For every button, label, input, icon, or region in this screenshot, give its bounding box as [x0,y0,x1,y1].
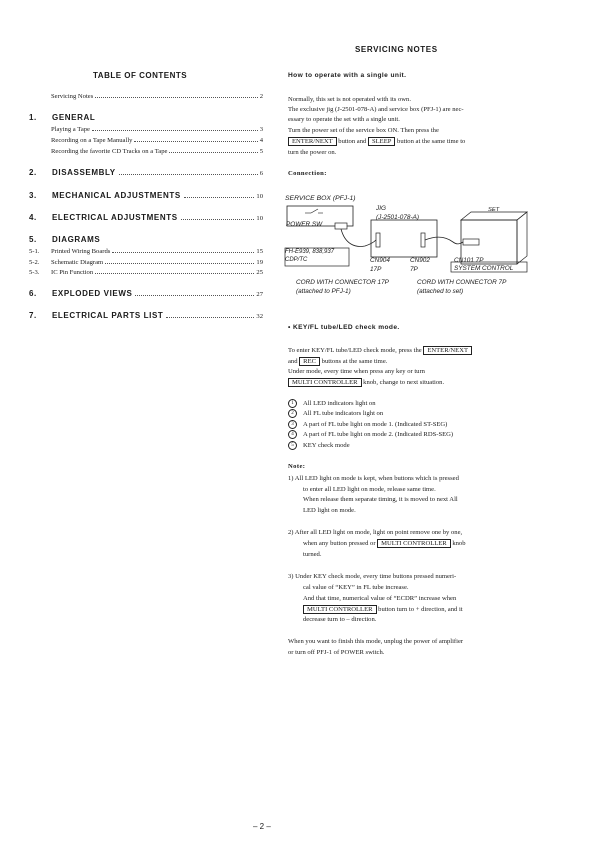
system-control-label: SYSTEM CONTROL [454,265,514,272]
toc-page-number: 6 [259,170,263,177]
leader-dots [166,317,254,318]
check-step [288,420,447,430]
toc-entry-label: Recording the favorite CD Tracks on a Tape [51,148,168,155]
step-text: A part of FL tube light on mode 2. (Indicated RDS-SEG) [303,431,454,439]
toc-section-general[interactable] [29,113,95,122]
leader-dots [92,130,258,131]
step-number: 4 [288,430,297,439]
section-number: 1. [29,113,37,122]
entry-number: 5-1. [29,248,40,255]
toc-page-number: 2 [259,93,263,100]
cord-17p-label: CORD WITH CONNECTOR 17P [296,279,389,286]
paragraph-line: turn the power on. [288,149,337,156]
step-text: A part of FL tube light on mode 1. (Indicated ST-SEG) [303,421,448,429]
toc-page-number: 4 [259,137,263,144]
leader-dots [134,141,257,142]
multi-controller-key: MULTI CONTROLLER [377,539,451,548]
note-line: LED light on mode. [303,507,356,514]
jig-label: JIG [376,205,386,212]
paragraph-line: When you want to finish this mode, unplug the power of amplifier [288,638,464,645]
paragraph-line [288,378,444,388]
check-step [288,430,453,440]
section-title: DISASSEMBLY [52,168,116,177]
section-title: GENERAL [52,113,96,122]
toc-page-number: 10 [256,193,263,200]
toc-entry-label: Servicing Notes [51,93,94,100]
toc-entry[interactable] [29,269,263,276]
rec-key: REC [299,357,320,366]
entry-number: 5-2. [29,259,40,266]
service-box-connector [335,223,347,229]
cn101-connector [463,239,479,245]
step-number: 3 [288,420,297,429]
check-step [288,441,350,451]
step-text: All FL tube indicators light on [303,410,384,418]
note-line: When release them separate timing, it is moved to next All [303,496,458,503]
text-run: button and [336,138,368,145]
paragraph-line: essary to operate the set with a single unit. [288,116,400,123]
step-number: 5 [288,441,297,450]
toc-page-number: 15 [256,248,263,255]
enter-next-key: ENTER/NEXT [423,346,472,355]
leader-dots [181,219,255,220]
paragraph-line [288,346,472,356]
paragraph-line [288,137,465,147]
single-unit-heading: How to operate with a single unit. [288,72,407,79]
text-run: buttons at the same time. [320,358,388,365]
cn904-label: CN904 [370,257,390,264]
toc-page-number: 10 [256,215,263,222]
cn904-connector [376,233,380,247]
power-switch-symbol [311,209,318,213]
sleep-key: SLEEP [368,137,395,146]
toc-entry-label: Recording on a Tape Manually [51,137,133,144]
cord-7p-note: (attached to set) [417,288,464,295]
leader-dots [95,273,254,274]
paragraph-line: Turn the power set of the service box ON. Then press the [288,127,439,134]
toc-entry-label: Schematic Diagram [51,259,104,266]
text-run: button turn to + direction, and it [376,606,463,613]
toc-section-disassembly[interactable] [29,168,263,177]
step-number: 1 [288,399,297,408]
enter-next-key: ENTER/NEXT [288,137,337,146]
section-number: 7. [29,311,37,320]
text-run: knob, change to next situation. [361,379,445,386]
text-run: and [288,358,300,365]
toc-entry[interactable] [51,148,263,155]
leader-dots [184,197,255,198]
leader-dots [119,174,258,175]
toc-page-number: 25 [256,269,263,276]
toc-entry[interactable] [29,248,263,255]
toc-entry[interactable] [29,259,263,266]
page-title: SERVICING NOTES [355,45,438,54]
section-title: DIAGRAMS [52,235,101,244]
check-step [288,399,376,409]
cn902-connector [421,233,425,247]
page-number: – 2 – [253,822,271,831]
cord-7p-label: CORD WITH CONNECTOR 7P [417,279,507,286]
set-label: SET [488,207,500,213]
toc-section-exploded-views[interactable] [29,289,263,298]
step-text: All LED indicators light on [303,400,376,408]
model-label: CDP/TC [285,257,308,263]
text-run: knob [450,540,466,547]
paragraph-line [288,357,387,367]
paragraph-line: or turn off PFJ-1 of POWER switch. [288,649,385,656]
step-text: KEY check mode [303,442,350,450]
note-line [303,605,463,615]
paragraph-line: The exclusive jig (J-2501-078-A) and service box (PFJ-1) are nec- [288,106,464,113]
note-line: 2) After all LED light on mode, light on point remove one by one, [288,529,463,536]
connection-heading: Connection: [288,170,327,177]
note-line: to enter all LED light on mode, release same time. [303,486,436,493]
check-step [288,409,383,419]
section-title: EXPLODED VIEWS [52,289,133,298]
toc-section-parts-list[interactable] [29,311,263,320]
jig-outline [371,220,437,257]
note-line [303,539,466,549]
section-title: ELECTRICAL PARTS LIST [52,311,164,320]
toc-entry-label: IC Pin Function [51,269,94,276]
leader-dots [135,295,254,296]
text-run: button at the same time to [395,138,466,145]
leader-dots [169,152,257,153]
text-run: To enter KEY/FL tube/LED check mode, press the [288,347,424,354]
toc-heading: TABLE OF CONTENTS [93,71,188,80]
model-label: FH-E939, 838,937 [285,249,335,255]
section-title: MECHANICAL ADJUSTMENTS [52,191,181,200]
toc-page-number: 32 [256,313,263,320]
section-title: ELECTRICAL ADJUSTMENTS [52,213,178,222]
toc-section-diagrams[interactable] [29,235,100,244]
text-run: when any button pressed or [303,540,378,547]
toc-entry-label: Playing a Tape [51,126,90,133]
section-number: 5. [29,235,37,244]
paragraph-line: Normally, this set is not operated with its own. [288,96,412,103]
section-number: 2. [29,168,37,177]
leader-dots [95,97,257,98]
cn904-pins: 17P [370,266,382,273]
toc-section-electrical[interactable] [29,213,263,222]
note-line: decrease turn to – direction. [303,616,377,623]
note-line: 3) Under KEY check mode, every time buttons pressed numeri- [288,573,457,580]
cord-17p-note: (attached to PFJ-1) [296,288,351,295]
toc-entry[interactable] [51,126,263,133]
toc-section-mechanical[interactable] [29,191,263,200]
toc-entry[interactable] [51,137,263,144]
note-line: cal value of “KEY” in FL tube increase. [303,584,409,591]
toc-page-number: 27 [256,291,263,298]
section-number: 3. [29,191,37,200]
note-line: 1) All LED light on mode is kept, when buttons which is pressed [288,475,459,482]
note-heading: Note: [288,463,306,470]
section-number: 4. [29,213,37,222]
power-switch-label: POWER SW [286,221,323,228]
section-number: 6. [29,289,37,298]
toc-page-number: 3 [259,126,263,133]
service-box-label: SERVICE BOX (PFJ-1) [285,195,356,202]
note-line: And that time, numerical value of “ECDR” increase when [303,595,457,602]
paragraph-line: Under mode, every time when press any key or turn [288,368,425,375]
cn902-label: CN902 [410,257,430,264]
cord-7p [425,237,463,244]
toc-page-number: 19 [256,259,263,266]
entry-number: 5-3. [29,269,40,276]
toc-page-number: 5 [259,148,263,155]
toc-entry-servicing-notes[interactable] [51,93,263,100]
cn902-pins: 7P [410,266,418,273]
multi-controller-key: MULTI CONTROLLER [303,605,377,614]
key-check-heading: • KEY/FL tube/LED check mode. [288,324,400,331]
cn101-label: CN101 7P [454,257,484,264]
leader-dots [112,252,254,253]
step-number: 2 [288,409,297,418]
multi-controller-key: MULTI CONTROLLER [288,378,362,387]
note-line: turned. [303,551,322,558]
leader-dots [105,263,254,264]
jig-part-label: (J-2501-078-A) [376,214,419,221]
toc-entry-label: Printed Wiring Boards [51,248,111,255]
